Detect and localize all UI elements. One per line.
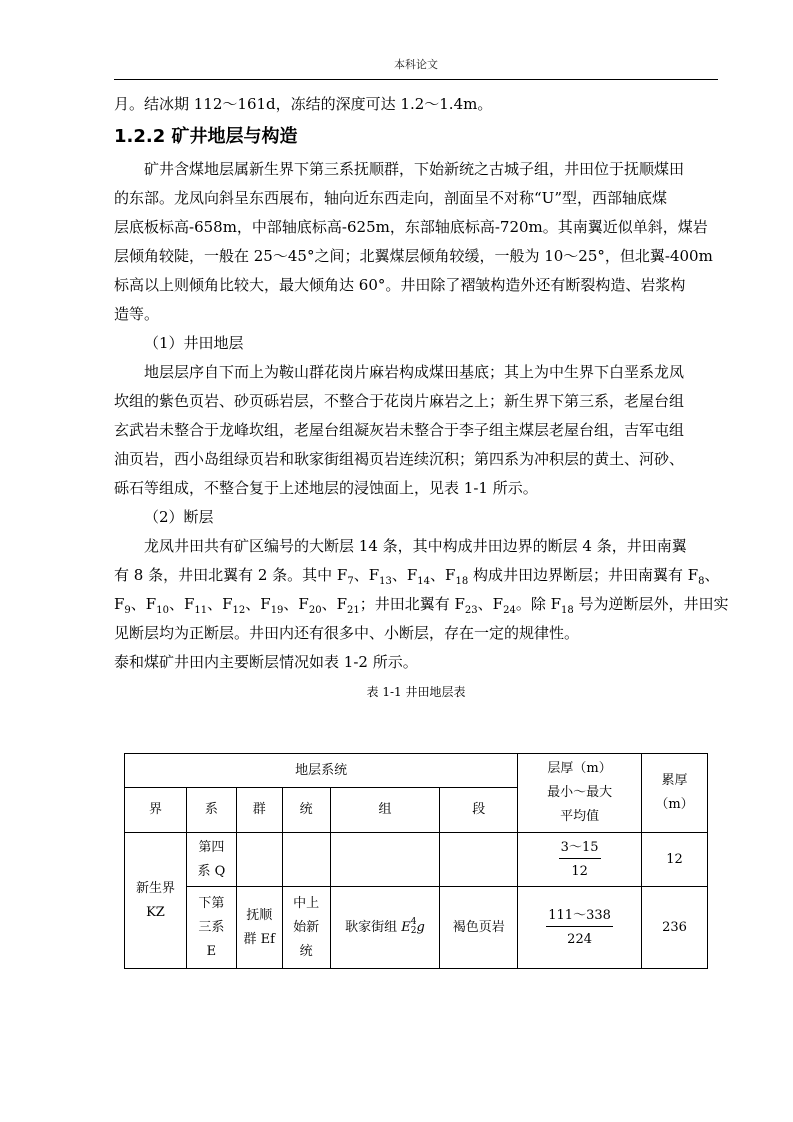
paragraph-line: 矿井含煤地层属新生界下第三系抚顺群，下始新统之古城子组，井田位于抚顺煤田 (144, 160, 685, 178)
paragraph-line: $F_9$、$F_{10}$、$F_{11}$、$F_{12}$、$F_{19}$、$F_{20}$、$F_{21}$；井田北翼有 $F_{23}$、$F_{24}$。除 $F_{18}$ 号为逆断层外，井田实 (114, 595, 729, 616)
paragraph-4: 泰和煤矿井田内主要断层情况如表 1-2 所示。 (114, 653, 418, 671)
paragraph-line: 油页岩，西小岛组绿页岩和耿家街组褐页岩连续沉积；第四系为冲积层的黄土、河砂、 (114, 450, 685, 468)
cell-empty (282, 833, 330, 887)
paragraph-2 (114, 358, 718, 503)
paragraph-line: 造等。 (114, 305, 160, 323)
paragraph-line: 的东部。龙凤向斜呈东西展布，轴向近东西走向，剖面呈不对称“U”型，西部轴底煤 (114, 189, 667, 207)
header-rule (114, 79, 718, 80)
cell-member: 褐色页岩 (440, 887, 518, 969)
cell-system-quaternary: 第四 系 Q (186, 833, 236, 887)
header-group: 群 (236, 788, 282, 833)
cell-group: 抚顺 群 Ef (236, 887, 282, 969)
cell-empty (440, 833, 518, 887)
paragraph-1 (114, 155, 718, 329)
header-era: 界 (125, 788, 187, 833)
cell-era: 新生界 KZ (125, 833, 187, 969)
paragraph-line: 有 8 条，井田北翼有 2 条。其中 $F_7$、$F_{13}$、$F_{14}$、$F_{18}$ 构成井田边界断层；井田南翼有 $F_8$、 (114, 566, 720, 587)
paragraph-line: 地层层序自下而上为鞍山群花岗片麻岩构成煤田基底；其上为中生界下白垩系龙凤 (144, 363, 685, 381)
paragraph-line: 坎组的紫色页岩、砂页砾岩层，不整合于花岗片麻岩之上；新生界下第三系，老屋台组 (114, 392, 685, 410)
cell-thickness-row2: 111～338 224 (518, 887, 642, 969)
header-formation: 组 (330, 788, 440, 833)
cell-system-tertiary: 下第 三系 E (186, 887, 236, 969)
paragraph-line: 层底板标高-658m，中部轴底标高-625m，东部轴底标高-720m。其南翼近似单斜，煤岩 (114, 218, 708, 236)
cell-series: 中上 始新 统 (282, 887, 330, 969)
header-thickness: 层厚（m） 最小～最大 平均值 (518, 754, 642, 833)
subsection-faults: （2）断层 (144, 508, 214, 526)
paragraph-line: 玄武岩未整合于龙峰坎组，老屋台组凝灰岩未整合于李子组主煤层老屋台组，吉军屯组 (114, 421, 685, 439)
cell-cumulative-row1: 12 (641, 833, 707, 887)
paragraph-line: 层倾角较陡，一般在 25～45°之间；北翼煤层倾角较缓，一般为 10～25°，但北翼-400m (114, 247, 713, 265)
paragraph-0: 月。结冰期 112～161d，冻结的深度可达 1.2～1.4m。 (114, 95, 493, 113)
header-member: 段 (440, 788, 518, 833)
header-series: 统 (282, 788, 330, 833)
page-body (114, 90, 729, 701)
cell-thickness-row1: 3～15 12 (518, 833, 642, 887)
cell-cumulative-row2: 236 (641, 887, 707, 969)
header-strata-system: 地层系统 (125, 754, 518, 788)
subsection-strata: （1）井田地层 (144, 334, 244, 352)
section-heading: 1.2.2 矿井地层与构造 (114, 126, 298, 147)
table-caption: 表 1-1 井田地层表 (366, 685, 466, 699)
paragraph-3 (114, 532, 729, 648)
cell-empty (330, 833, 440, 887)
cell-formation: 耿家街组 E4 2g (330, 887, 440, 969)
paragraph-line: 标高以上则倾角比较大，最大倾角达 60°。井田除了褶皱构造外还有断裂构造、岩浆构 (114, 276, 686, 294)
header-system: 系 (186, 788, 236, 833)
paragraph-line: 龙凤井田共有矿区编号的大断层 14 条，其中构成井田边界的断层 4 条，井田南翼 (144, 537, 687, 555)
paragraph-line: 见断层均为正断层。井田内还有很多中、小断层，存在一定的规律性。 (114, 624, 580, 642)
page-header: 本科论文 (394, 58, 438, 71)
header-cumulative: 累厚 （m） (641, 754, 707, 833)
strata-table (124, 753, 708, 969)
cell-empty (236, 833, 282, 887)
paragraph-line: 砾石等组成，不整合复于上述地层的浸蚀面上，见表 1-1 所示。 (114, 479, 538, 497)
